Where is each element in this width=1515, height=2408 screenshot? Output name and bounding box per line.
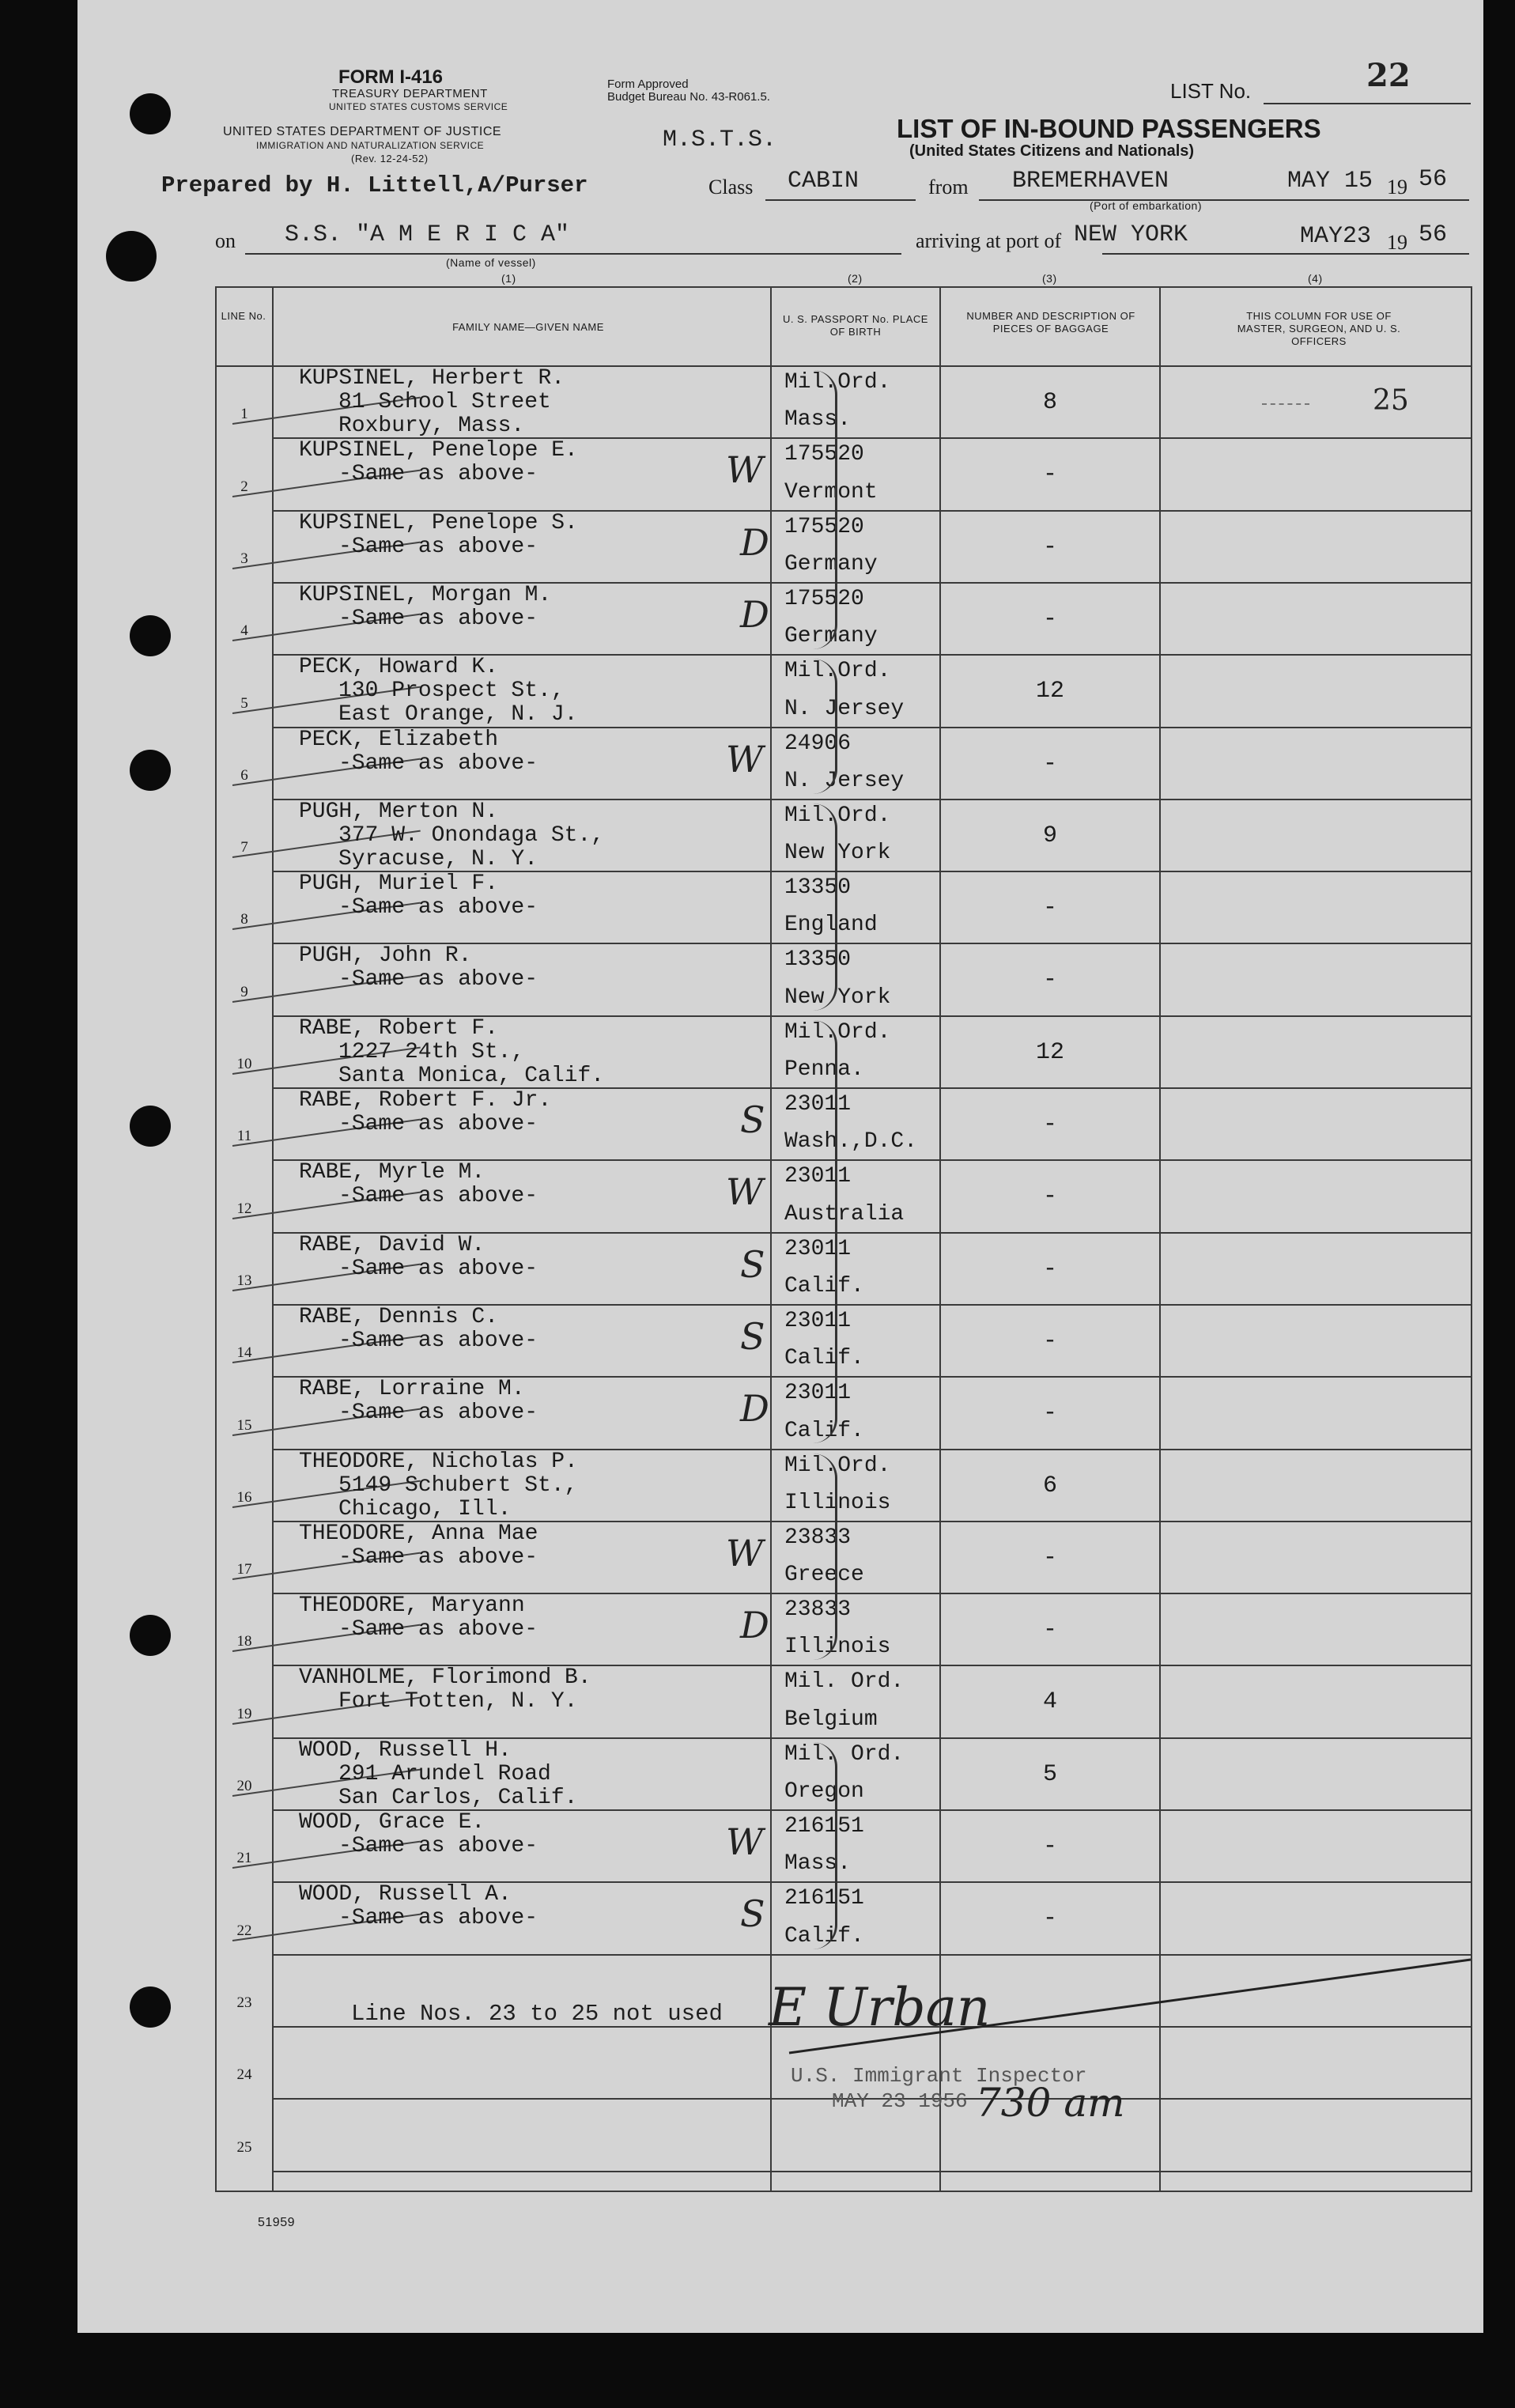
baggage-count: - (1042, 1833, 1057, 1860)
class-value: CABIN (788, 168, 860, 195)
passport-number: Mil. Ord. (784, 1669, 905, 1695)
place-of-birth: Wash.,D.C. (784, 1129, 918, 1155)
depart-date: MAY 15 (1287, 168, 1373, 195)
col-header-family-name: FAMILY NAME—GIVEN NAME (452, 321, 604, 333)
line-number: 17 (236, 1561, 252, 1578)
list-subtitle: (United States Citizens and Nationals) (909, 142, 1195, 160)
port-embark-caption: (Port of embarkation) (1090, 199, 1202, 212)
budget-bureau: Budget Bureau No. 43-R061.5. (607, 90, 770, 104)
passenger-address: -Same as above- (338, 1256, 538, 1281)
passenger-address: 130 Prospect St., (338, 679, 565, 704)
passenger-address: -Same as above- (338, 1617, 538, 1643)
place-of-birth: Calif. (784, 1346, 864, 1371)
passenger-address-2: East Orange, N. J. (338, 702, 578, 728)
place-of-birth: Mass. (784, 407, 852, 433)
form-code: 51959 (258, 2216, 295, 2229)
relation-mark: W (726, 737, 764, 781)
col-index-2: (2) (848, 272, 863, 285)
line-number: 18 (236, 1633, 252, 1650)
passport-number: 175520 (784, 442, 864, 467)
passenger-address: Fort Totten, N. Y. (338, 1689, 578, 1714)
passenger-address: -Same as above- (338, 462, 538, 487)
relation-mark: S (740, 1892, 765, 1936)
col-header-line-no: LINE No. (221, 310, 266, 322)
on-label: on (215, 229, 236, 252)
customs-service: UNITED STATES CUSTOMS SERVICE (329, 101, 508, 112)
line-number: 11 (236, 1128, 252, 1145)
place-of-birth: Vermont (784, 479, 878, 505)
list-no-label: LIST No. (1170, 79, 1252, 103)
passport-number: 23011 (784, 1381, 852, 1406)
place-of-birth: Australia (784, 1201, 905, 1227)
passenger-address: 81 School Street (338, 390, 551, 414)
baggage-count: - (1042, 894, 1057, 922)
baggage-count: - (1042, 750, 1057, 777)
relation-mark: W (726, 1820, 764, 1863)
passenger-address: -Same as above- (338, 1906, 538, 1931)
line-number: 21 (236, 1850, 252, 1867)
passenger-address: -Same as above- (338, 1401, 538, 1426)
passenger-address: -Same as above- (338, 895, 538, 920)
not-used-note: Line Nos. 23 to 25 not used (351, 2001, 723, 2027)
line-number: 24 (236, 2066, 252, 2084)
line-number: 23 (236, 1994, 252, 2011)
dept-treasury: TREASURY DEPARTMENT (332, 87, 488, 100)
passenger-address: 5149 Schubert St., (338, 1472, 578, 1498)
passenger-name: RABE, Robert F. Jr. (299, 1088, 552, 1113)
relation-mark: W (726, 1531, 764, 1574)
place-of-birth: Calif. (784, 1418, 864, 1443)
passenger-name: VANHOLME, Florimond B. (299, 1665, 591, 1691)
line-number: 22 (236, 1922, 252, 1939)
passenger-name: PECK, Howard K. (299, 655, 499, 680)
place-of-birth: Germany (784, 551, 878, 576)
passenger-address: 291 Arundel Road (338, 1761, 551, 1786)
passenger-name: KUPSINEL, Penelope S. (299, 510, 578, 535)
passenger-name: RABE, Dennis C. (299, 1304, 499, 1329)
place-of-birth: Penna. (784, 1057, 864, 1082)
passenger-address: -Same as above- (338, 750, 538, 776)
dept-justice: UNITED STATES DEPARTMENT OF JUSTICE (223, 125, 502, 138)
place-of-birth: Greece (784, 1563, 864, 1588)
passenger-address: -Same as above- (338, 967, 538, 992)
line-number: 2 (240, 478, 248, 495)
passport-number: 23011 (784, 1092, 852, 1117)
line-number: 4 (240, 622, 248, 640)
baggage-count: 9 (1042, 822, 1057, 849)
line-number: 13 (236, 1272, 252, 1289)
relation-mark: W (726, 1170, 764, 1214)
time-note: 730 am (976, 2080, 1125, 2126)
passenger-address-2: Syracuse, N. Y. (338, 846, 538, 871)
relation-mark: D (740, 1387, 769, 1431)
place-of-birth: New York (784, 985, 891, 1010)
place-of-birth: England (784, 913, 878, 938)
baggage-count: - (1042, 1905, 1057, 1933)
passport-number: 216151 (784, 1814, 864, 1839)
line-number: 3 (240, 550, 248, 567)
relation-mark: S (740, 1098, 765, 1141)
passenger-name: WOOD, Russell A. (299, 1882, 512, 1907)
prepared-by: Prepared by H. Littell,A/Purser (161, 172, 588, 198)
signature-strike (77, 0, 1483, 2333)
passenger-name: PUGH, Muriel F. (299, 871, 499, 897)
passport-number: 175520 (784, 514, 864, 539)
line-number: 25 (236, 2138, 252, 2156)
baggage-count: 8 (1042, 389, 1057, 416)
passport-number: 23011 (784, 1164, 852, 1189)
passport-number: 23011 (784, 1236, 852, 1261)
passenger-name: WOOD, Grace E. (299, 1810, 485, 1835)
passenger-name: THEODORE, Anna Mae (299, 1521, 538, 1546)
line-number: 5 (240, 694, 248, 712)
passenger-name: PECK, Elizabeth (299, 727, 499, 752)
relation-mark: S (740, 1242, 765, 1286)
passenger-name: KUPSINEL, Herbert R. (299, 366, 565, 391)
port-embarkation: BREMERHAVEN (1012, 168, 1169, 195)
ins-service: IMMIGRATION AND NATURALIZATION SERVICE (256, 140, 485, 151)
baggage-count: 4 (1042, 1688, 1057, 1716)
passenger-name: RABE, Myrle M. (299, 1160, 485, 1185)
passenger-address: -Same as above- (338, 1834, 538, 1858)
place-of-birth: Belgium (784, 1707, 878, 1732)
line-number: 16 (236, 1488, 252, 1506)
port-arrival: NEW YORK (1074, 221, 1188, 248)
date-stamp: MAY 23 1956 (832, 2089, 968, 2113)
place-of-birth: N. Jersey (784, 696, 905, 721)
line-number: 12 (236, 1200, 252, 1217)
place-of-birth: N. Jersey (784, 768, 905, 793)
inspector-title: U.S. Immigrant Inspector (791, 2064, 1087, 2088)
list-title: LIST OF IN-BOUND PASSENGERS (897, 114, 1321, 143)
baggage-count: - (1042, 1327, 1057, 1355)
form-number: FORM I-416 (338, 66, 444, 88)
passenger-name: WOOD, Russell H. (299, 1737, 512, 1763)
passport-number: 23833 (784, 1597, 852, 1623)
list-no: 22 (1366, 57, 1411, 94)
col-header-passport: U. S. PASSPORT No. PLACE OF BIRTH (783, 313, 928, 338)
passenger-list-sheet (77, 0, 1483, 2333)
baggage-count: - (1042, 966, 1057, 994)
line-number: 8 (240, 911, 248, 928)
passenger-name: KUPSINEL, Morgan M. (299, 582, 552, 607)
passenger-address-2: San Carlos, Calif. (338, 1785, 578, 1810)
passenger-name: RABE, Lorraine M. (299, 1377, 525, 1402)
passenger-address: -Same as above- (338, 1544, 538, 1570)
passenger-address: 1227 24th St., (338, 1039, 525, 1064)
place-of-birth: Calif. (784, 1923, 864, 1949)
place-of-birth: Mass. (784, 1851, 852, 1877)
passport-number: Mil.Ord. (784, 370, 891, 395)
vessel-caption: (Name of vessel) (446, 256, 536, 269)
passenger-address: -Same as above- (338, 1112, 538, 1136)
passenger-name: THEODORE, Nicholas P. (299, 1449, 578, 1474)
baggage-count: 5 (1042, 1760, 1057, 1788)
passenger-address: -Same as above- (338, 1184, 538, 1209)
passenger-name: KUPSINEL, Penelope E. (299, 438, 578, 463)
line-number: 10 (236, 1056, 252, 1072)
officer-note: 25 (1373, 384, 1409, 417)
passport-number: Mil.Ord. (784, 1019, 891, 1045)
passport-number: Mil. Ord. (784, 1741, 905, 1767)
passenger-address-2: Roxbury, Mass. (338, 414, 525, 438)
line-number: 1 (240, 406, 248, 423)
depart-year: 56 (1419, 166, 1448, 193)
baggage-count: - (1042, 1616, 1057, 1644)
passenger-address: -Same as above- (338, 534, 538, 559)
passenger-name: RABE, Robert F. (299, 1015, 499, 1041)
col-index-1: (1) (501, 272, 516, 285)
passenger-name: THEODORE, Maryann (299, 1593, 525, 1619)
passport-number: 23833 (784, 1525, 852, 1550)
vessel-name: S.S. "A M E R I C A" (285, 221, 570, 248)
passport-number: 24906 (784, 731, 852, 756)
passenger-address: 377 W. Onondaga St., (338, 822, 605, 848)
relation-mark: D (740, 520, 769, 564)
line-number: 20 (236, 1778, 252, 1794)
baggage-count: - (1042, 1255, 1057, 1283)
relation-mark: S (740, 1314, 765, 1358)
place-of-birth: Illinois (784, 1635, 891, 1660)
passport-number: Mil.Ord. (784, 1453, 891, 1478)
passenger-address-2: Santa Monica, Calif. (338, 1063, 605, 1088)
col-index-3: (3) (1042, 272, 1057, 285)
col-header-baggage: NUMBER AND DESCRIPTION OF PIECES OF BAGGAGE (966, 310, 1135, 335)
class-label: Class (708, 176, 754, 198)
arrival-date: MAY23 (1300, 223, 1372, 250)
form-approved: Form Approved (607, 77, 689, 91)
place-of-birth: New York (784, 841, 891, 866)
relation-mark: D (740, 1604, 769, 1647)
baggage-count: 12 (1035, 678, 1064, 705)
relation-mark: W (726, 448, 764, 492)
passenger-address-2: Chicago, Ill. (338, 1496, 512, 1522)
passenger-name: RABE, David W. (299, 1232, 485, 1257)
relation-mark: D (740, 592, 769, 636)
baggage-count: 12 (1035, 1038, 1064, 1066)
line-number: 19 (236, 1705, 252, 1722)
baggage-count: - (1042, 1183, 1057, 1211)
passport-number: Mil.Ord. (784, 659, 891, 684)
place-of-birth: Calif. (784, 1273, 864, 1299)
baggage-count: - (1042, 1400, 1057, 1427)
baggage-count: 6 (1042, 1472, 1057, 1499)
passport-number: 216151 (784, 1886, 864, 1911)
line-number: 7 (240, 839, 248, 856)
arrival-year-prefix: 19 (1387, 231, 1407, 254)
msts: M.S.T.S. (663, 127, 777, 153)
passport-number: Mil.Ord. (784, 803, 891, 828)
baggage-count: - (1042, 605, 1057, 633)
baggage-count: - (1042, 1111, 1057, 1138)
baggage-count: - (1042, 1544, 1057, 1571)
passport-number: 23011 (784, 1308, 852, 1333)
passport-number: 13350 (784, 947, 852, 973)
line-number: 6 (240, 766, 248, 784)
passport-number: 13350 (784, 875, 852, 901)
baggage-count: - (1042, 533, 1057, 561)
place-of-birth: Oregon (784, 1779, 864, 1804)
place-of-birth: Illinois (784, 1490, 891, 1515)
col-index-4: (4) (1308, 272, 1323, 285)
from-label: from (928, 176, 969, 198)
place-of-birth: Germany (784, 624, 878, 649)
arriving-label: arriving at port of (916, 229, 1062, 252)
rev-date: (Rev. 12-24-52) (351, 153, 429, 164)
passenger-name: PUGH, John R. (299, 943, 472, 969)
arrival-year: 56 (1419, 221, 1448, 248)
passenger-address: -Same as above- (338, 606, 538, 631)
passport-number: 175520 (784, 586, 864, 611)
baggage-count: - (1042, 461, 1057, 489)
line-number: 15 (236, 1416, 252, 1434)
inspector-signature: E Urban (769, 1977, 991, 2038)
passenger-address: -Same as above- (338, 1328, 538, 1353)
line-number: 9 (240, 983, 248, 1000)
depart-year-prefix: 19 (1387, 176, 1407, 198)
col-header-officers: THIS COLUMN FOR USE OF MASTER, SURGEON, AND U. S. OFFICERS (1237, 310, 1401, 347)
passenger-name: PUGH, Merton N. (299, 799, 499, 824)
line-number: 14 (236, 1344, 252, 1362)
